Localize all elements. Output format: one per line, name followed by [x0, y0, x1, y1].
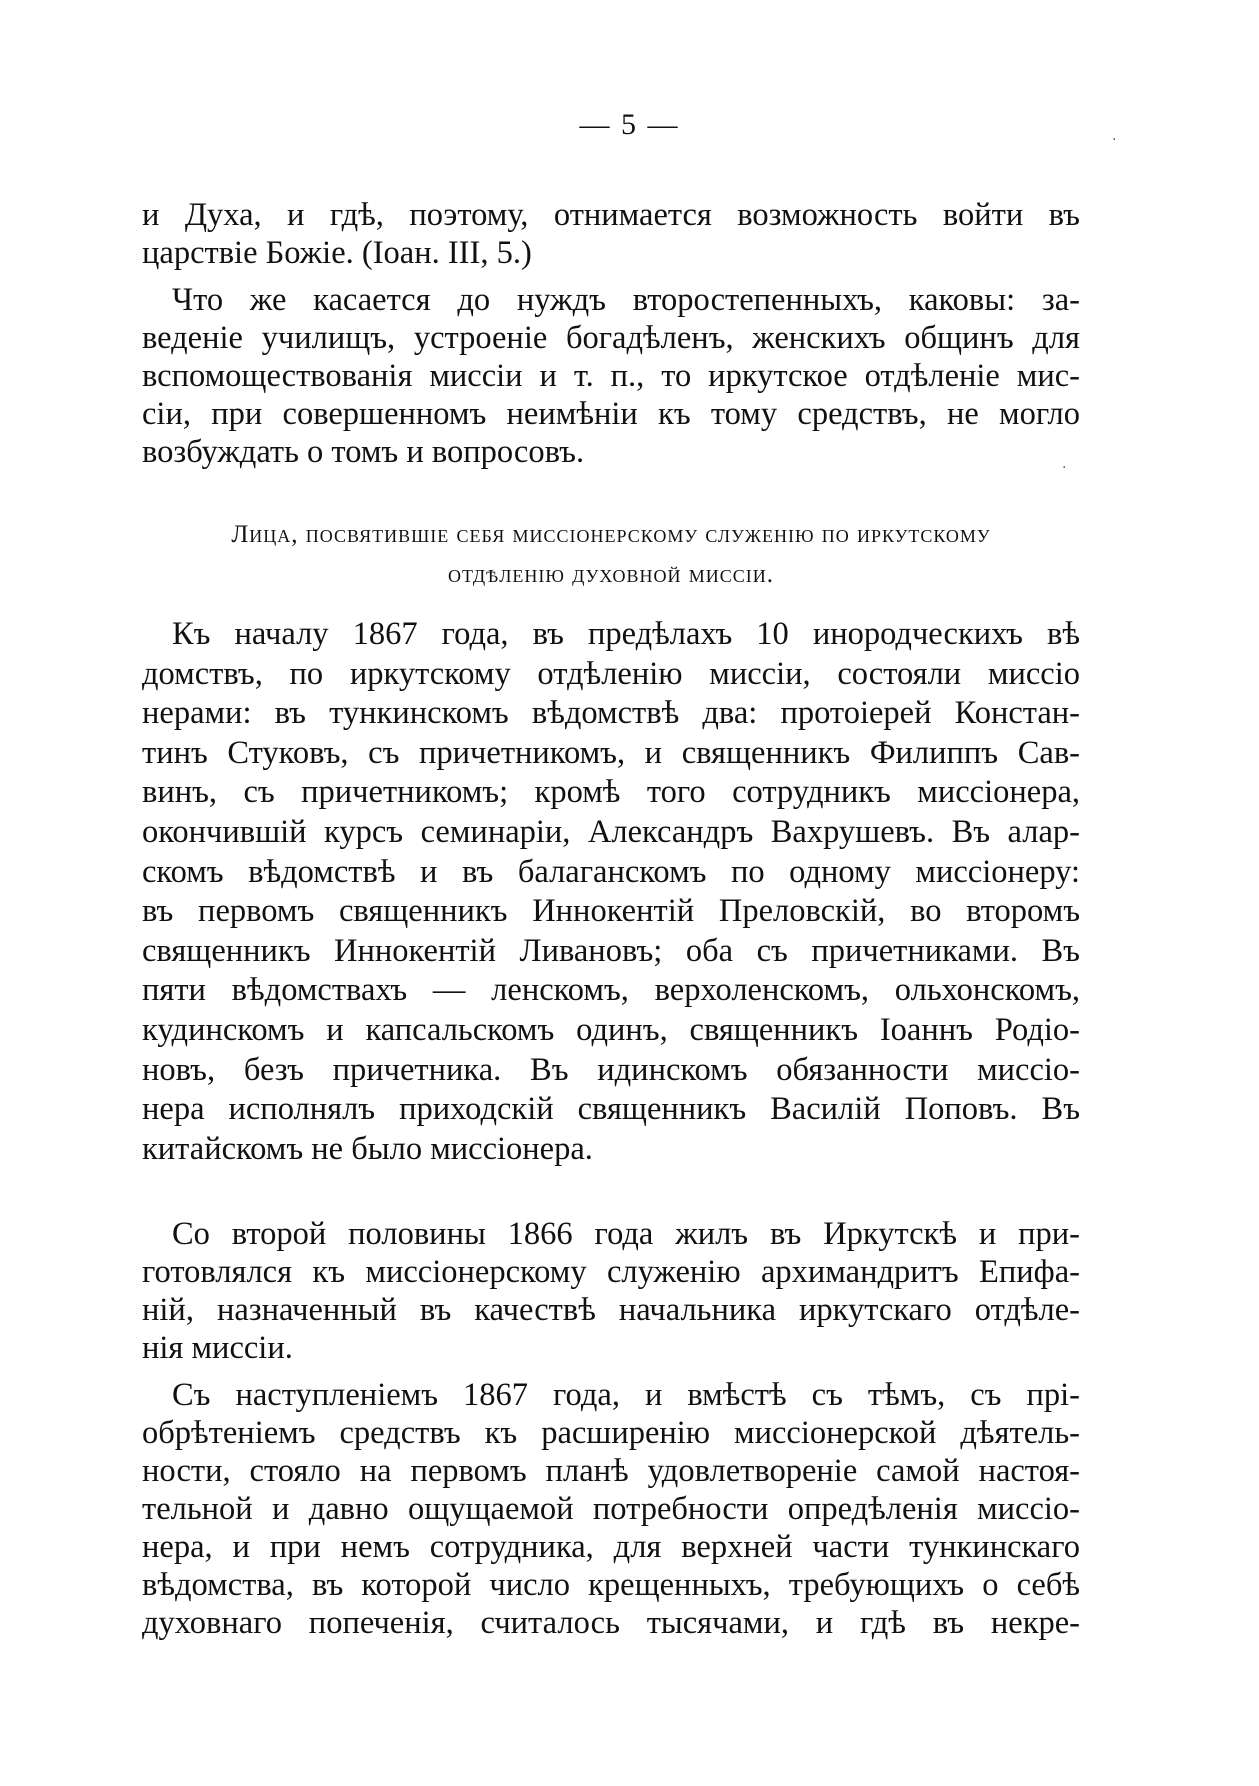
- text-line: въ первомъ священникъ Иннокентій Преловскій, во второмъ: [142, 893, 1080, 930]
- text-line: тельной и давно ощущаемой потребности опредѣленія миссіо-: [142, 1491, 1080, 1527]
- paragraph-secondary-needs: [142, 281, 1080, 471]
- paragraph-year-1867: [142, 1376, 1080, 1642]
- text-line: готовлялся къ миссіонерскому служенію архимандритъ Епифа-: [142, 1254, 1080, 1290]
- text-line: кудинскомъ и капсальскомъ одинъ, священникъ Іоаннъ Родіо-: [142, 1011, 1080, 1048]
- text-line: сіи, при совершенномъ неимѣніи къ тому средствъ, не могло: [142, 396, 1080, 432]
- paragraph-continuation: [142, 196, 1080, 272]
- text-line: духовнаго попеченія, считалось тысячами, и гдѣ въ некре-: [142, 1605, 1080, 1641]
- text-line: нера исполнялъ приходскій священникъ Василій Поповъ. Въ: [142, 1091, 1080, 1128]
- text-line: Что же касается до нуждъ второстепенныхъ, каковы: за-: [172, 282, 1080, 318]
- text-line: вспомоществованія миссіи и т. п., то иркутское отдѣленіе мис-: [142, 358, 1080, 394]
- text-line: возбуждать о томъ и вопросовъ.: [142, 434, 585, 470]
- section-heading-line-2: отдѣленію духовной миссіи.: [448, 561, 774, 588]
- text-line: Со второй половины 1866 года жилъ въ Иркутскѣ и при-: [172, 1216, 1080, 1252]
- text-line: вѣдомства, въ которой число крещенныхъ, требующихъ о себѣ: [142, 1567, 1080, 1603]
- text-line: и Духа, и гдѣ, поэтому, отнимается возможность войти въ: [142, 197, 1080, 233]
- text-line: ности, стояло на первомъ планѣ удовлетвореніе самой настоя-: [142, 1453, 1080, 1489]
- text-line: винъ, съ причетникомъ; кромѣ того сотрудникъ миссіонера,: [142, 774, 1080, 811]
- text-line: скомъ вѣдомствѣ и въ балаганскомъ по одному миссіонеру:: [142, 853, 1080, 890]
- text-line: Къ началу 1867 года, въ предѣлахъ 10 инородческихъ вѣ: [172, 616, 1080, 652]
- text-line: окончившій курсъ семинаріи, Александръ Вахрушевъ. Въ алар-: [142, 813, 1080, 850]
- text-line: китайскомъ не было миссіонера.: [142, 1130, 593, 1167]
- text-line: нія миссіи.: [142, 1330, 293, 1366]
- section-heading-line-1: Лица, посвятившіе себя миссіонерскому служенію по иркутскому: [231, 521, 991, 548]
- text-line: нера, и при немъ сотрудника, для верхней части тункинскаго: [142, 1529, 1080, 1565]
- text-line: веденіе училищъ, устроеніе богадѣленъ, женскихъ общинъ для: [142, 320, 1080, 356]
- text-line: обрѣтеніемъ средствъ къ расширенію миссіонерской дѣятель-: [142, 1415, 1080, 1451]
- text-line: священникъ Иннокентій Ливановъ; оба съ причетниками. Въ: [142, 932, 1080, 969]
- text-line: тинъ Стуковъ, съ причетникомъ, и священникъ Филиппъ Сав-: [142, 734, 1080, 771]
- print-speck: ·: [1062, 460, 1067, 476]
- paragraph-missionaries-1867: [142, 615, 1080, 1169]
- paragraph-archimandrite: [142, 1215, 1080, 1367]
- text-line: домствъ, по иркутскому отдѣленію миссіи, состояли миссіо: [142, 655, 1080, 692]
- text-line: царствіе Божіе. (Іоан. III, 5.): [142, 235, 532, 271]
- text-line: нерами: въ тункинскомъ вѣдомствѣ два: протоіерей Констан-: [142, 695, 1080, 732]
- text-line: пяти вѣдомствахъ — ленскомъ, верхоленскомъ, ольхонскомъ,: [142, 972, 1080, 1009]
- text-line: новъ, безъ причетника. Въ идинскомъ обязанности миссіо-: [142, 1051, 1080, 1088]
- section-heading: [142, 515, 1080, 595]
- text-line: Съ наступленіемъ 1867 года, и вмѣстѣ съ тѣмъ, съ прі-: [172, 1377, 1080, 1413]
- text-line: ній, назначенный въ качествѣ начальника иркутскаго отдѣле-: [142, 1292, 1080, 1328]
- page-number: — 5 —: [579, 108, 680, 141]
- print-speck: ·: [1112, 132, 1117, 148]
